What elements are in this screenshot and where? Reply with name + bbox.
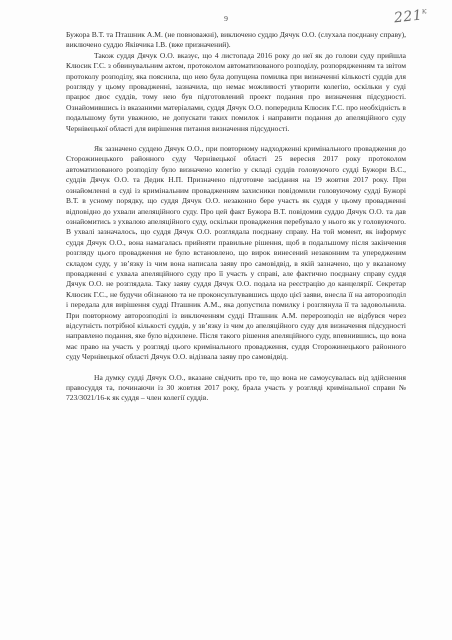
- handwritten-mark-number: 221: [393, 7, 424, 27]
- paragraph-2: Також суддя Дячук О.О. вказує, що 4 листопада 2016 року до неї як до голови суду прийшла Клюсик Г.С. з обвинувальним актом, протоколом автоматизованого розподілу, розпорядженням та звітом протоколу розподілу, яка пояснила, що нею була допущена помилка при визначенні кількості суддів для розгляду у цьому провадженні, зазначила, що немає можливості утворити колегію, оскільки у суді працює двоє суддів, тому нею був підготовлений проект подання про визначення підсудності. Ознайомившись із вказаними матеріалами, суддя Дячук О.О. попередила Клюсик Г.С. про необхідність в подальшому бути уважною, не допускати таких помилок і направити подання до апеляційного суду Чернівецької області для вирішення питання визначення підсудності.: [66, 50, 406, 133]
- paragraph-3: Як зазначено суддею Дячук О.О., при повторному надходженні кримінального провадження до Сторожинецького районного суду Чернівецької області 25 вересня 2017 року протоколом автоматизованого розподілу було визначено колегію у складі суддів головуючого судді Бужори В.С., суддів Дячук О.О. та Дедик Н.П. Призначено підготовче засідання на 19 жовтня 2017 року. При ознайомленні в суді із кримінальним провадженням захисники повідомили головуючому судді Бужорі В.Т. в усному порядку, що суддя Дячук О.О. незаконно бере участь як суддя у цьому провадженні відповідно до ухвали апеляційного суду. Про цей факт Бужора В.Т. повідомив суддю Дячук О.О. та дав ознайомитись з ухвалою апеляційного суду, оскільки провадження перебувало у нього як у головуючого. В ухвалі зазначалось, що суддя Дячук О.О. розглядала поєднану справу. На той момент, як інформує суддя Дячук О.О., вона намагалась прийняти правильне рішення, щоб в подальшому після закінчення розгляду цього провадження не було встановлено, що вирок винесений незаконним та упередженим складом суду, у зв’язку із чим вона написала заяву про самовідвід, в якій зазначено, що у вказаному провадженні є ухвала апеляційного суду про її участь у справі, але фактично поєднану справу суддя Дячук О.О. не розглядала. Таку заяву суддя Дячук О.О. подала на реєстрацію до канцелярії. Секретар Клюсик Г.С., не будучи обізнаною та не проконсультувавшись щодо цієї заяви, внесла її на авторозподіл і передала для вирішення судді Пташник А.М., яка допустила помилку і розглянула її та задовольнила. При повторному авторозподілі із виключенням судді Пташник А.М. перерозподіл не відбувся через відсутність потрібної кількості суддів, у зв’язку із чим до апеляційного суду для визначення підсудності направлено подання, яке було відхилене. Після такого рішення апеляційного суду, впевнившись, що вона має право на участь у розгляді цього кримінального провадження, суддя Сторожинецького районного суду Чернівецької області Дячук О.О. відізвала заяву про самовідвід.: [66, 144, 406, 362]
- page-number: 9: [224, 14, 228, 23]
- paragraph-1: Бужора В.Т. та Пташник А.М. (не повноважні), виключено суддю Дячук О.О. (слухала поєднану справу), виключено суддю Яківчика І.В. (вже призначений).: [66, 30, 406, 50]
- handwritten-page-mark: [393, 6, 428, 26]
- handwritten-mark-suffix: к: [421, 6, 428, 16]
- paragraph-4: На думку судді Дячук О.О., вказане свідчить про те, що вона не самоусувалась від здійснення правосуддя та, починаючи із 30 жовтня 2017 року, брала участь у розгляді кримінальної справи № 723/3021/16-к як суддя – член колегії суддів.: [66, 372, 406, 403]
- document-body: [66, 30, 406, 404]
